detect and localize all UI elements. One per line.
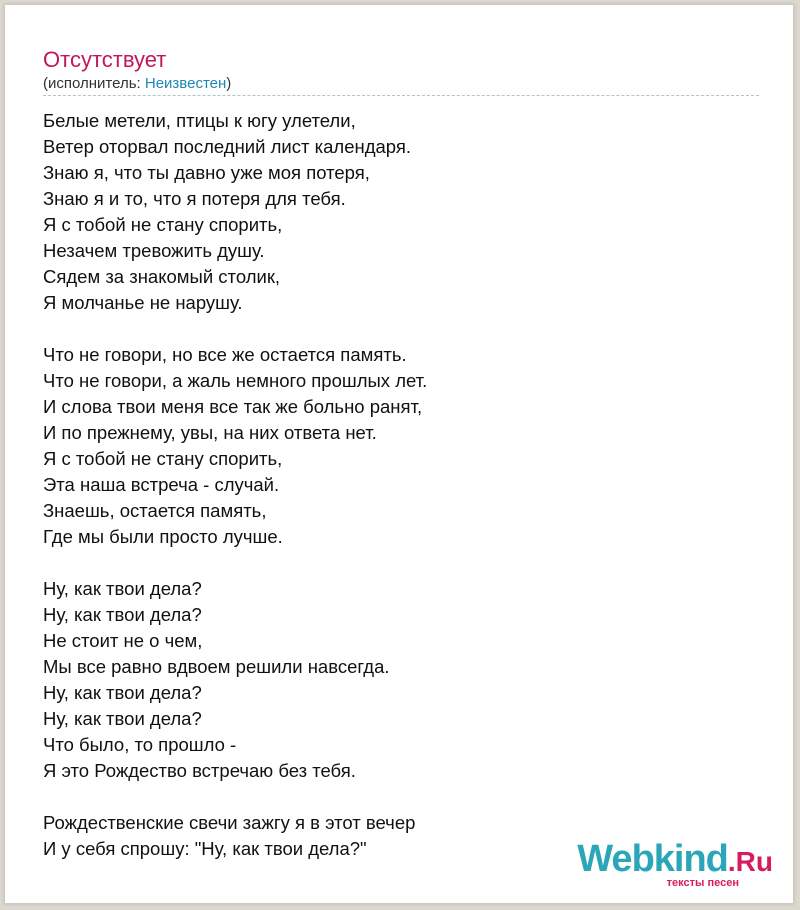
lyrics-line: Знаю я и то, что я потеря для тебя. (43, 188, 346, 209)
lyrics-line: Где мы были просто лучше. (43, 526, 283, 547)
lyrics-line: Я с тобой не стану спорить, (43, 214, 283, 235)
lyrics-stanza (43, 108, 763, 316)
lyrics-line: Что было, то прошло - (43, 734, 237, 755)
lyrics-line: Ну, как твои дела? (43, 708, 202, 729)
lyrics-line: Не стоит не о чем, (43, 630, 203, 651)
logo-tagline: тексты песен (666, 877, 739, 889)
lyrics-line: Незачем тревожить душу. (43, 240, 265, 261)
lyrics-line: Ну, как твои дела? (43, 578, 202, 599)
artist-line (43, 75, 231, 92)
artist-prefix: (исполнитель: (43, 75, 145, 92)
site-logo[interactable] (577, 840, 773, 889)
lyrics-line: И по прежнему, увы, на них ответа нет. (43, 422, 377, 443)
lyrics-line: Ну, как твои дела? (43, 682, 202, 703)
lyrics-line: Ветер оторвал последний лист календаря. (43, 136, 412, 157)
lyrics-page (4, 4, 794, 904)
lyrics-line: Ну, как твои дела? (43, 604, 202, 625)
logo-wordmark (577, 840, 773, 881)
lyrics-line: Я это Рождество встречаю без тебя. (43, 760, 356, 781)
song-title: Отсутствует (43, 47, 167, 72)
logo-main-text: Webkind (577, 838, 728, 880)
lyrics-line: Сядем за знакомый столик, (43, 266, 281, 287)
lyrics-line: Мы все равно вдвоем решили навсегда. (43, 656, 390, 677)
logo-tld: .Ru (727, 846, 773, 877)
artist-suffix: ) (226, 75, 232, 92)
lyrics-text (43, 108, 763, 862)
lyrics-line: Эта наша встреча - случай. (43, 474, 280, 495)
lyrics-line: И у себя спрошу: "Ну, как твои дела?" (43, 838, 367, 859)
lyrics-line: Я с тобой не стану спорить, (43, 448, 283, 469)
lyrics-line: Рождественские свечи зажгу я в этот вечер (43, 812, 416, 833)
lyrics-line: Знаю я, что ты давно уже моя потеря, (43, 162, 370, 183)
title-divider (43, 95, 759, 96)
lyrics-stanza (43, 342, 763, 550)
lyrics-line: Знаешь, остается память, (43, 500, 267, 521)
lyrics-line: И слова твои меня все так же больно ранят, (43, 396, 423, 417)
lyrics-stanza (43, 576, 763, 784)
lyrics-line: Я молчанье не нарушу. (43, 292, 243, 313)
lyrics-line: Белые метели, птицы к югу улетели, (43, 110, 356, 131)
artist-link[interactable]: Неизвестен (144, 75, 227, 92)
lyrics-line: Что не говори, а жаль немного прошлых лет. (43, 370, 428, 391)
lyrics-line: Что не говори, но все же остается память. (43, 344, 407, 365)
